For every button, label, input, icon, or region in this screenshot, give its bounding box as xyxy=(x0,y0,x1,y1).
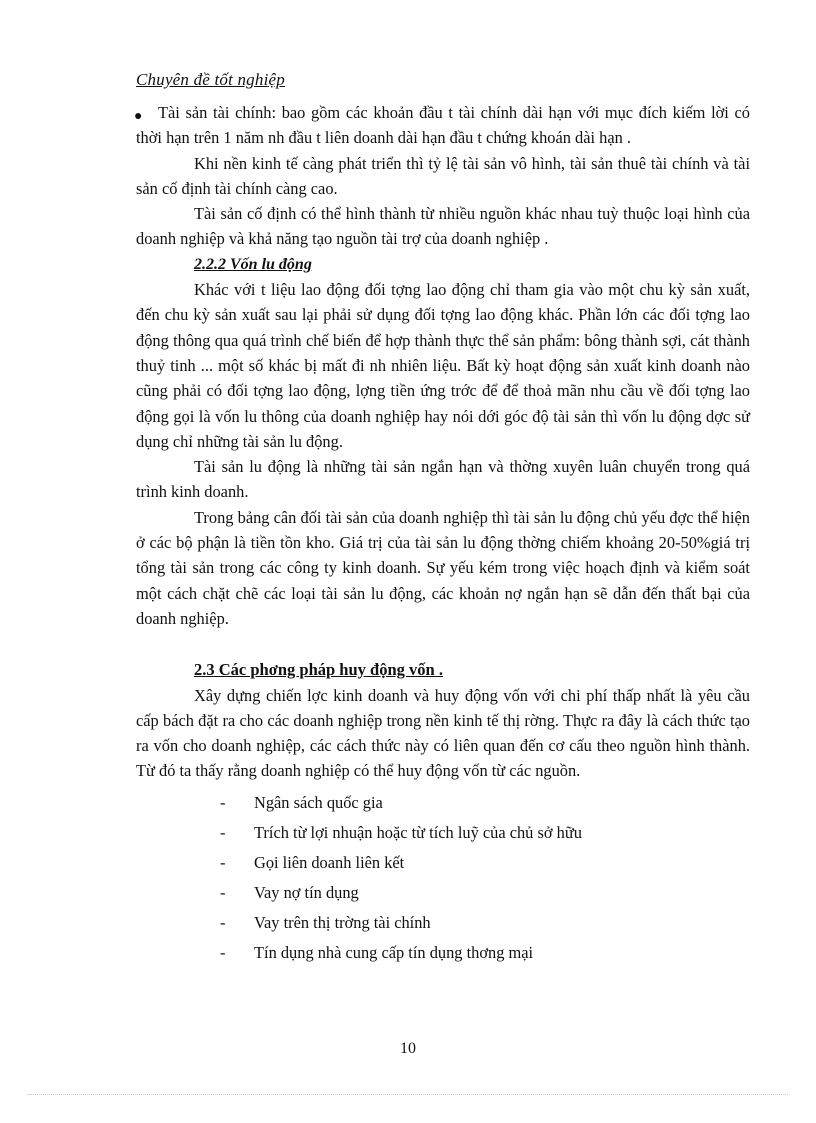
page-content xyxy=(136,100,750,968)
dash-icon: - xyxy=(220,882,226,902)
dash-icon: - xyxy=(220,852,226,872)
list-item xyxy=(136,908,750,938)
paragraph: Trong bảng cân đối tài sản của doanh nghiệp thì tài sản lu động chủ yếu đợc thể hiện ở các bộ phận là tiền tồn kho. Giá trị của tài sản lu động thờng chiếm khoảng 20-50%giá trị tổng tài sản trong các công ty kinh doanh. Sự yếu kém trong việc hoạch định và kiểm soát một cách chặt chẽ các loại tài sản lu động, các khoản nợ ngắn hạn sẽ dẫn đến thất bại của doanh nghiệp. xyxy=(136,507,750,628)
list-item-text: Tín dụng nhà cung cấp tín dụng thơng mại xyxy=(254,942,534,962)
paragraph: Khi nền kinh tế càng phát triển thì tỷ lệ tài sản vô hình, tài sản thuê tài chính và tài sản cố định tài chính càng cao. xyxy=(136,153,750,198)
list-item xyxy=(136,788,750,818)
list-item-text: Gọi liên doanh liên kết xyxy=(254,852,405,872)
list-item-text: Trích từ lợi nhuận hoặc từ tích luỹ của chủ sở hữu xyxy=(254,822,582,842)
bullet-text: Tài sản tài chính: bao gồm các khoản đầu t tài chính dài hạn với mục đích kiếm lời có thời hạn trên 1 năm nh đầu t liên doanh dài hạn đầu t chứng khoán dài hạn . xyxy=(136,103,750,148)
paragraph: Xây dựng chiến lợc kinh doanh và huy động vốn với chi phí thấp nhất là yêu cầu cấp bách đặt ra cho các doanh nghiệp trong nền kinh tế thị rờng. Thực ra đây là cách thức tạo ra vốn cho doanh nghiệp, các cách thức này có liên quan đến cơ cấu theo nguồn hình thành. Từ đó ta thấy rằng doanh nghiệp có thể huy động vốn từ các nguồn. xyxy=(136,685,750,781)
paragraph: Tài sản cố định có thể hình thành từ nhiều nguồn khác nhau tuỳ thuộc loại hình của doanh nghiệp và khả năng tạo nguồn tài trợ của doanh nghiệp . xyxy=(136,204,750,249)
list-item-text: Ngân sách quốc gia xyxy=(254,792,383,812)
section-heading: 2.3 Các phơng pháp huy động vốn . xyxy=(194,660,443,680)
paragraph: Tài sản lu động là những tài sản ngắn hạn và thờng xuyên luân chuyển trong quá trình kinh doanh. xyxy=(136,457,750,502)
footer-divider xyxy=(28,1094,788,1095)
list-item xyxy=(136,878,750,908)
dash-icon: - xyxy=(220,942,226,962)
page-number: 10 xyxy=(400,1040,416,1057)
list-item-text: Vay trên thị trờng tài chính xyxy=(254,912,431,932)
paragraph: Khác với t liệu lao động đối tợng lao động chỉ tham gia vào một chu kỳ sản xuất, đến chu kỳ sản xuất sau lại phải sử dụng đối tợng lao động khác. Phần lớn các đối tợng lao động thông qua quá trình chế biến để hợp thành thực thể sản phẩm: bông thành sợi, cát thành thuỷ tinh ... một số khác bị mất đi nh nhiên liệu. Bất kỳ hoạt động sản xuất kinh doanh nào cũng phải có đối tợng lao động, lợng tiền ứng trớc để để thoả mãn nhu cầu về đối tợng lao động gọi là vốn lu thông của doanh nghiệp hay nói dới góc độ tài sản thì vốn lu động dợc sử dụng chỉ những tài sản lu động. xyxy=(136,280,750,451)
dash-icon: - xyxy=(220,792,226,812)
page-header: Chuyên đề tốt nghiệp xyxy=(136,70,285,89)
list-item xyxy=(136,818,750,848)
sub-heading: 2.2.2 Vốn lu động xyxy=(194,255,312,273)
list-item xyxy=(136,938,750,968)
list-item xyxy=(136,848,750,878)
dash-icon: - xyxy=(220,822,226,842)
list-item-text: Vay nợ tín dụng xyxy=(254,882,359,902)
dash-icon: - xyxy=(220,912,226,932)
bullet-paragraph xyxy=(136,100,750,151)
sources-list xyxy=(136,788,750,968)
bullet-dot-icon: ● xyxy=(134,109,143,124)
